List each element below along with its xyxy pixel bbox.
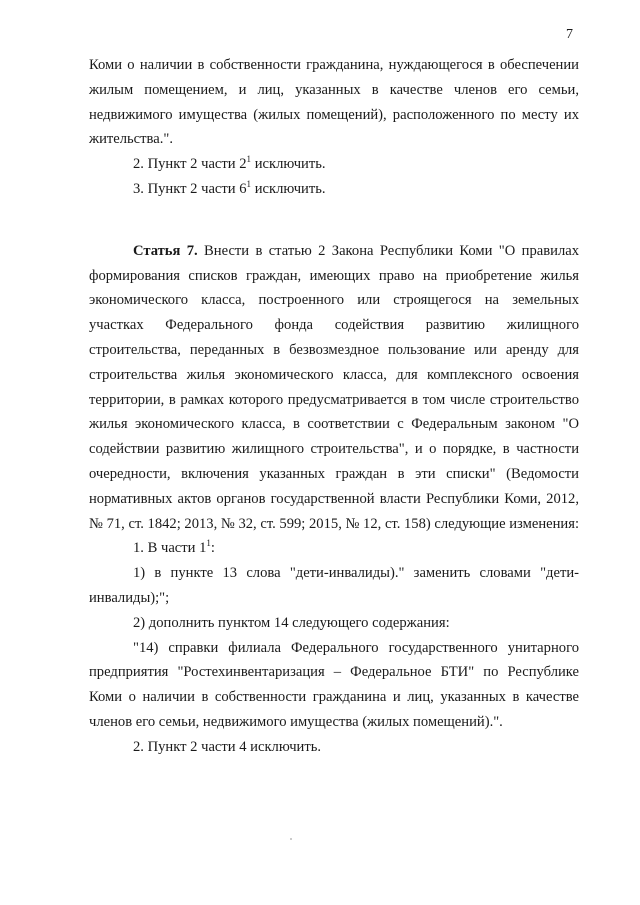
item-3-text: 3. Пункт 2 части 6	[133, 180, 247, 197]
article-7	[89, 239, 579, 537]
article-text: Внести в статью 2 Закона Республики Коми "О правилах формирования списков граждан, имеющих право на приобретение жилья экономического класса, построенного или строящегося на земельных участках Федерального фонда содействия развитию жилищного строительства, переданных в безвозмездное пользование или аренду для строительства жилья экономического класса, для комплексного освоения территории, в рамках которого предусматривается в том числе строительство жилья экономического класса, в соответствии с Федеральным законом "О содействии развитию жилищного строительства", и о порядке, в частности очередности, включения указанных граждан в эти списки" (Ведомости нормативных актов органов государственной власти Республики Коми, 2012, № 71, ст. 1842; 2013, № 32, ст. 599; 2015, № 12, ст. 158) следующие изменения:	[89, 242, 580, 532]
subitem-1	[89, 536, 579, 561]
item-3	[89, 177, 579, 202]
item-2-text: 2. Пункт 2 части 2	[133, 156, 247, 173]
subitem-1-1: 1) в пункте 13 слова "дети-инвалиды)." заменить словами "дети-инвалиды);";	[89, 565, 579, 606]
item-2-tail: исключить.	[251, 156, 326, 173]
section-spacer	[89, 202, 579, 239]
item-2	[89, 152, 579, 177]
quote-item-14: "14) справки филиала Федерального государственного унитарного предприятия "Ростехинвентаризация – Федеральное БТИ" по Республике Коми о наличии в собственности гражданина и лиц, указанных в качестве членов его семьи, недвижимого имущества (жилых помещений).".	[89, 639, 579, 730]
subitem-1-2: 2) дополнить пунктом 14 следующего содержания:	[133, 614, 450, 631]
subitem-1-text: 1. В части 1	[133, 540, 207, 557]
page-number: 7	[566, 27, 573, 42]
subitem-2: 2. Пункт 2 части 4 исключить.	[133, 738, 322, 755]
item-3-tail: исключить.	[251, 180, 326, 197]
paragraph-continuation: Коми о наличии в собственности гражданина, нуждающегося в обеспечении жилым помещением, и лиц, указанных в качестве членов его семьи, недвижимого имущества (жилых помещений), расположенного по месту их жительства.".	[89, 57, 579, 148]
item-3-sup: 1	[246, 178, 252, 189]
scan-speck	[290, 838, 292, 840]
subitem-1-tail: :	[210, 540, 215, 557]
document-body	[89, 53, 579, 760]
article-title: Статья 7.	[133, 242, 198, 259]
item-2-sup: 1	[246, 154, 252, 165]
subitem-1-sup: 1	[206, 538, 211, 549]
